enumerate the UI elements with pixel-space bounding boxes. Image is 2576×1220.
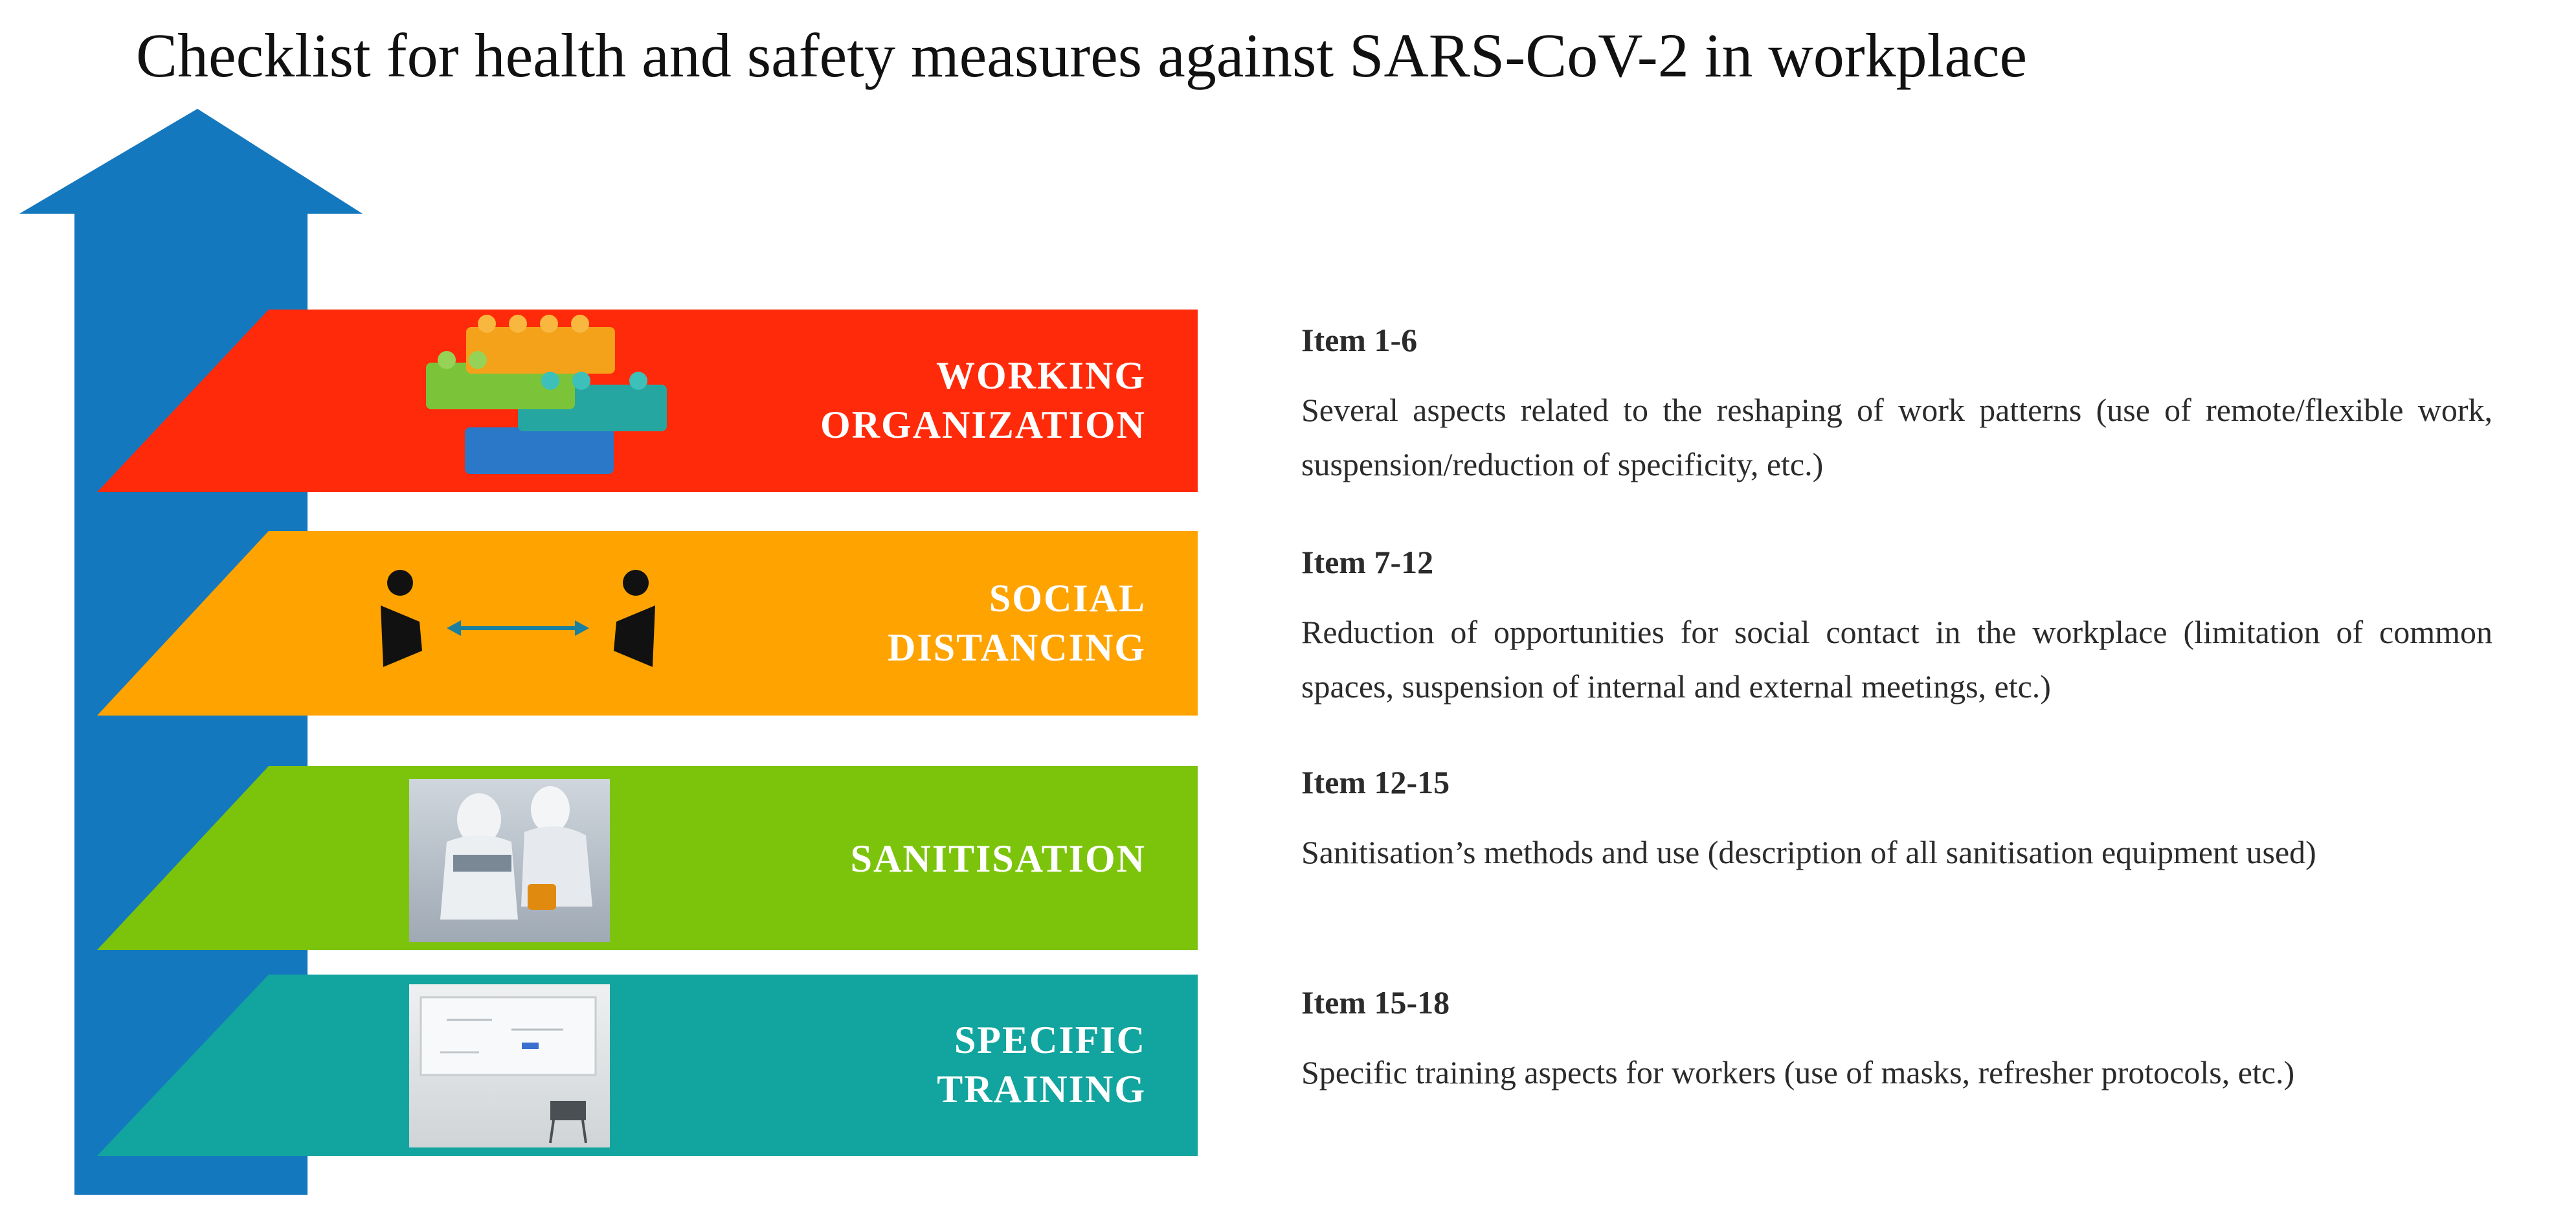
item-range: Item 7-12 — [1301, 544, 1434, 580]
description-block-working-organization — [1301, 321, 2492, 491]
description-block-sanitisation — [1301, 763, 2492, 879]
item-description: Sanitisation’s methods and use (description of all sanitisation equipment used) — [1301, 834, 2316, 870]
band-label-sanitisation — [732, 834, 1146, 883]
band-label-working-organization — [732, 351, 1146, 449]
training-photo — [409, 984, 610, 1147]
band-label-social-distancing — [732, 574, 1146, 672]
label-line: SOCIAL — [989, 577, 1146, 620]
label-line: SANITISATION — [850, 837, 1146, 880]
item-description: Specific training aspects for workers (use of masks, refresher protocols, etc.) — [1301, 1054, 2295, 1090]
item-range: Item 12-15 — [1301, 764, 1450, 800]
description-block-specific-training — [1301, 983, 2492, 1100]
label-line: ORGANIZATION — [820, 403, 1146, 446]
item-range: Item 1-6 — [1301, 322, 1418, 358]
sanitisation-photo — [409, 779, 610, 942]
label-line: DISTANCING — [888, 626, 1146, 669]
item-range: Item 15-18 — [1301, 984, 1450, 1021]
label-line: SPECIFIC — [954, 1019, 1146, 1061]
label-line: TRAINING — [937, 1068, 1146, 1111]
band-label-specific-training — [732, 1015, 1146, 1114]
diagram-title: Checklist for health and safety measures against SARS-CoV-2 in workplace — [136, 21, 2028, 90]
description-block-social-distancing — [1301, 543, 2492, 714]
item-description: Several aspects related to the reshaping of work patterns (use of remote/flexible work, suspension/reduction of specificity, etc.) — [1301, 392, 2492, 482]
label-line: WORKING — [935, 354, 1146, 397]
item-description: Reduction of opportunities for social contact in the workplace (limitation of common spaces, suspension of internal and external meetings, etc.) — [1301, 614, 2492, 705]
